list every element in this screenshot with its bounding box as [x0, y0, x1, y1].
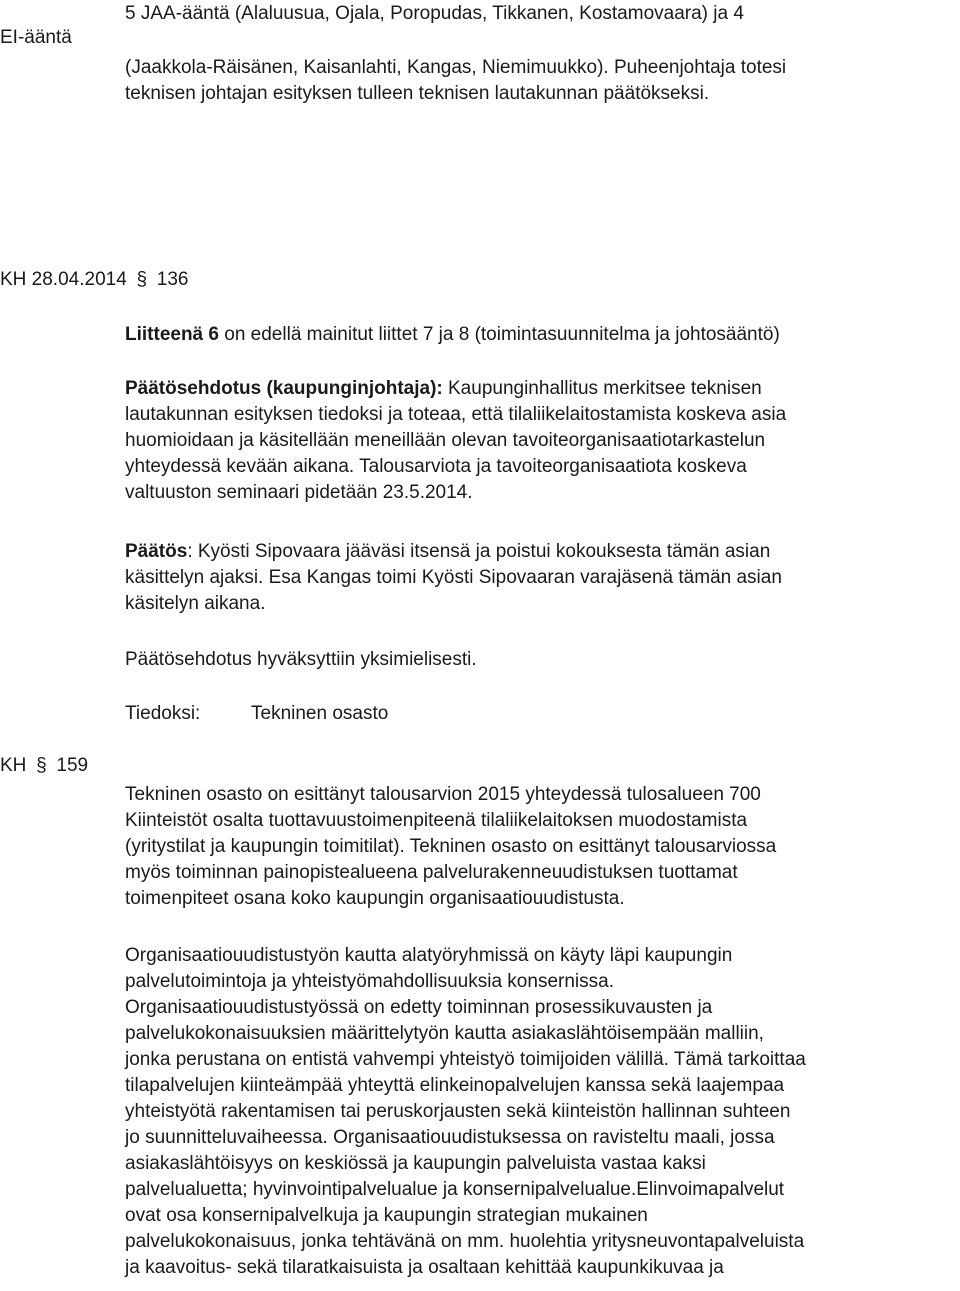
meeting-date: KH 28.04.2014 — [0, 269, 127, 290]
decision-text-start: : Kyösti Sipovaara jääväsi itsensä ja poistui kokouksesta tämän asian — [187, 541, 771, 562]
vote-line-1: 5 JAA-ääntä (Alaluusua, Ojala, Poropudas, Tikkanen, Kostamovaara) ja 4 — [125, 3, 744, 24]
meeting-reference — [0, 269, 188, 291]
vote-result-text — [125, 0, 960, 107]
section-heading — [0, 755, 88, 777]
section-number: 136 — [156, 269, 189, 290]
distribution-value: Tekninen osasto — [251, 703, 389, 724]
proposal-text-start: Kaupunginhallitus merkitsee teknisen — [442, 378, 762, 399]
vote-side-label: EI-ääntä — [0, 27, 72, 48]
paragraph-line: Organisaatiouudistustyössä on edetty toiminnan prosessikuvausten ja — [125, 997, 713, 1018]
section-prefix: KH — [0, 755, 27, 776]
proposal-line: yhteydessä kevään aikana. Talousarviota ja tavoiteorganisaatiota koskeva — [125, 456, 747, 477]
paragraph-line: palvelutoimintoja ja yhteistyömahdollisuuksia konsernissa. — [125, 971, 614, 992]
section-sign: § — [36, 755, 47, 776]
proposal-line: huomioidaan ja käsitellään meneillään olevan tavoiteorganisaatiotarkastelun — [125, 430, 766, 451]
proposal-line: lautakunnan esityksen tiedoksi ja toteaa, että tilaliikelaitostamista koskeva asia — [125, 404, 787, 425]
section-number: 159 — [56, 755, 89, 776]
paragraph-line: jo suunnitteluvaiheessa. Organisaatiouudistuksessa on ravisteltu maali, jossa — [125, 1127, 775, 1148]
vote-line-2: (Jaakkola-Räisänen, Kaisanlahti, Kangas, Niemimuukko). Puheenjohtaja totesi — [125, 57, 787, 78]
attachment-note — [125, 322, 960, 348]
paragraph-line: myös toiminnan painopistealueena palvelurakenneuudistuksen tuottamat — [125, 862, 738, 883]
paragraph-line: Kiinteistöt osalta tuottavuustoimenpiteenä tilaliikelaitoksen muodostamista — [125, 810, 748, 831]
proposal-label: Päätösehdotus (kaupunginjohtaja): — [125, 378, 443, 399]
decision — [125, 539, 960, 617]
paragraph-line: tilapalvelujen kiinteämpää yhteyttä elinkeinopalvelujen kanssa sekä laajempaa — [125, 1075, 785, 1096]
paragraph-line: (yritystilat ja kaupungin toimitilat). Tekninen osasto on esittänyt talousarviossa — [125, 836, 777, 857]
paragraph-line: ja kaavoitus- sekä tilaratkaisuista ja osaltaan kehittää kaupunkikuvaa ja — [125, 1257, 724, 1278]
paragraph-line: Organisaatiouudistustyön kautta alatyöryhmissä on käyty läpi kaupungin — [125, 945, 733, 966]
approval-text: Päätösehdotus hyväksyttiin yksimielisesti. — [125, 649, 477, 670]
distribution — [125, 701, 960, 727]
paragraph-line: yhteistyötä rakentamisen tai peruskorjausten sekä kiinteistön hallinnan suhteen — [125, 1101, 791, 1122]
paragraph-line: Tekninen osasto on esittänyt talousarvion 2015 yhteydessä tulosalueen 700 — [125, 784, 761, 805]
attachment-label: Liitteenä 6 — [125, 324, 219, 345]
paragraph-line: jonka perustana on entistä vahvempi yhteistyö toimijoiden välillä. Tämä tarkoittaa — [125, 1049, 806, 1070]
decision-line: käsittelyn ajaksi. Esa Kangas toimi Kyösti Sipovaaran varajäsenä tämän asian — [125, 567, 782, 588]
decision-proposal — [125, 376, 960, 506]
paragraph-line: asiakaslähtöisyys on keskiössä ja kaupungin palveluista vastaa kaksi — [125, 1153, 706, 1174]
attachment-text: on edellä mainitut liittet 7 ja 8 (toimintasuunnitelma ja johtosääntö) — [218, 324, 780, 345]
paragraph-2 — [125, 943, 960, 1281]
proposal-line: valtuuston seminaari pidetään 23.5.2014. — [125, 482, 473, 503]
decision-line: käsitelyn aikana. — [125, 593, 266, 614]
paragraph-line: toimenpiteet osana koko kaupungin organisaatiouudistusta. — [125, 888, 625, 909]
approval-note — [125, 647, 960, 673]
paragraph-line: palvelualuetta; hyvinvointipalvelualue ja konsernipalvelualue.Elinvoimapalvelut — [125, 1179, 785, 1200]
paragraph-line: palvelukokonaisuus, jonka tehtävänä on mm. huolehtia yritysneuvontapalveluista — [125, 1231, 805, 1252]
vote-line-3: teknisen johtajan esityksen tulleen teknisen lautakunnan päätökseksi. — [125, 83, 710, 104]
paragraph-line: ovat osa konsernipalvelkuja ja kaupungin strategian mukainen — [125, 1205, 648, 1226]
paragraph-1 — [125, 782, 960, 912]
distribution-label: Tiedoksi: — [125, 703, 201, 724]
paragraph-line: palvelukokonaisuuksien määrittelytyön kautta asiakaslähtöisempään malliin, — [125, 1023, 764, 1044]
section-sign: § — [136, 269, 148, 290]
decision-label: Päätös — [125, 541, 188, 562]
